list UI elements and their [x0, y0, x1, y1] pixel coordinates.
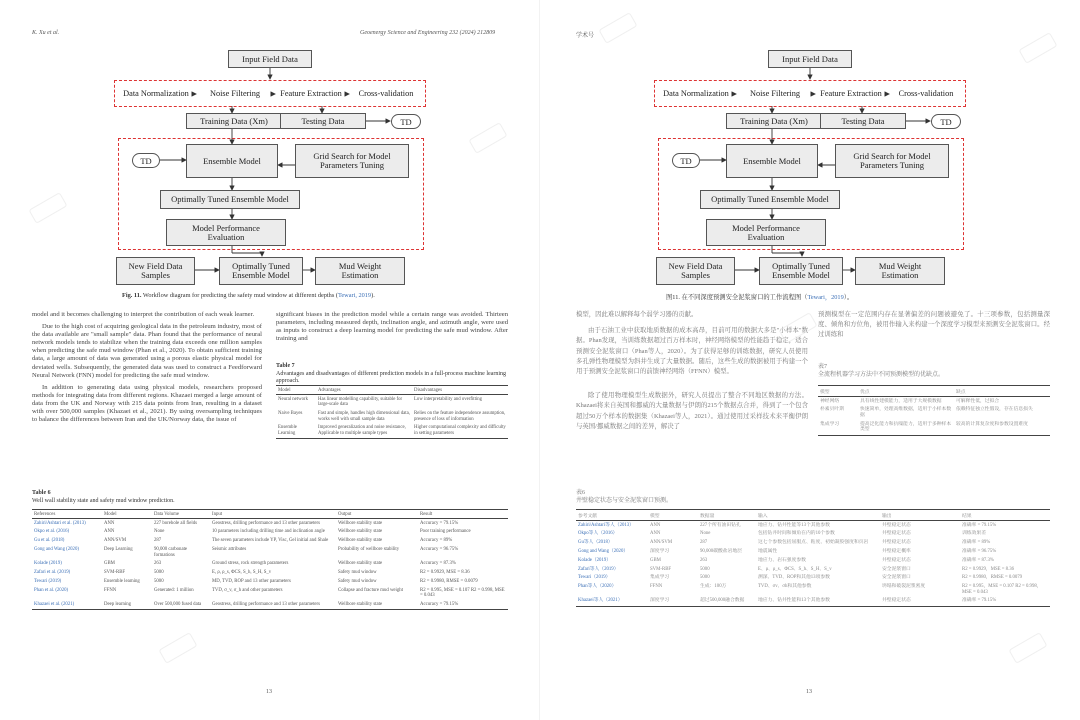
- table-header-row: [818, 386, 1050, 397]
- table7-title: [818, 364, 1050, 379]
- table-cell: 集成学习: [818, 420, 858, 435]
- paragraph-4: 预测模型在一定范围内存在显著偏差的问题被避免了。十三项参数，包括测量深度、倾角和方位角，被用作输入来构建一个深度学习模型来预测安全泥浆窗口。经过训练和: [818, 311, 1050, 339]
- table-header-cell: References: [32, 510, 102, 519]
- figure-caption: [122, 292, 375, 299]
- table-cell: ANN: [650, 522, 661, 528]
- table-cell: 10 parameters including drilling time and inclination angle: [212, 529, 325, 535]
- caption-text: Workflow diagram for predicting the safety mud window at different depths (: [142, 292, 338, 299]
- table-cell: 准确率 = 87.3%: [962, 557, 994, 563]
- table-cell: Probability of wellbore stability: [338, 546, 400, 552]
- table-cell: MD, TVD, ROP and 13 other parameters: [212, 578, 291, 584]
- table-cell: 这七个参数包括屈服点、粘度、初始凝胶强度和页岩: [758, 540, 869, 546]
- table-cell: 井壁稳定状态: [882, 540, 911, 546]
- table-cell: 井壁稳定状态: [880, 597, 960, 606]
- table-row: [576, 582, 1050, 596]
- new-field-samples-box: New Field Data Samples: [656, 257, 735, 285]
- step-noise-filtering: Noise Filtering: [209, 89, 260, 98]
- table6-label: Table 6: [32, 490, 51, 496]
- table-cell: Safety mud window: [338, 570, 377, 576]
- td-node-output: TD: [931, 114, 961, 129]
- paragraph-1: model and it becomes challenging to interpret the contribution of each weak learner.: [32, 311, 255, 318]
- table-header-cell: 模型: [818, 386, 858, 397]
- table-cell: 准确率 = 89%: [962, 540, 991, 546]
- table-cell: 生成：100万: [700, 584, 727, 590]
- table-row: [818, 406, 1050, 420]
- reference-link[interactable]: Phan et al. (2020): [34, 587, 69, 593]
- table-cell: Has linear modelling capability, suitable for large-scale data: [318, 396, 403, 408]
- table-row: [32, 528, 508, 537]
- table-cell: Poor training performance: [420, 529, 471, 535]
- reference-link[interactable]: Kolade（2019）: [578, 557, 612, 563]
- author-header: K. Xu et al.: [32, 30, 60, 36]
- table-header-row: [32, 510, 508, 519]
- table-cell: 快速简单，处理高维数据，适用于小样本数据: [860, 407, 952, 418]
- table-cell: 安全泥浆窗口: [882, 575, 911, 581]
- reference-link[interactable]: Gong and Wang (2020): [34, 546, 79, 552]
- table-cell: Deep learning: [102, 600, 152, 609]
- table-cell: Accuracy = 89%: [420, 538, 453, 544]
- grid-search-box: Grid Search for Model Parameters Tuning: [295, 144, 409, 178]
- step-feature-extraction: Feature Extraction: [820, 89, 882, 98]
- testing-data-box: Testing Data: [820, 113, 906, 129]
- optimally-tuned-model-box: Optimally Tuned Ensemble Model: [160, 190, 300, 209]
- step-cross-validation: Cross-validation: [358, 89, 414, 98]
- table7-caption: 全流程机器学习方法中不同预测模型的优缺点。: [818, 371, 945, 378]
- table-cell: 测深、TVD、ROP和其他13项参数: [758, 575, 830, 581]
- table-cell: 深度学习: [648, 597, 698, 606]
- table-cell: Wellbore stability state: [338, 520, 383, 526]
- chinese-page: [540, 0, 1080, 720]
- testing-data-box: Testing Data: [280, 113, 366, 129]
- page-number: 13: [806, 689, 812, 695]
- table-header-cell: Data Volume: [152, 510, 210, 519]
- table-cell: Improved generalization and noise resistance, Applicable to multiple sample types: [316, 424, 412, 439]
- table-cell: 地应力、钻井性能等13个其他参数: [758, 522, 830, 528]
- caption-end: ）。: [843, 294, 854, 301]
- step-feature-extraction: Feature Extraction: [280, 89, 342, 98]
- table-header-cell: Model: [102, 510, 152, 519]
- performance-evaluation-box: Model Performance Evaluation: [706, 219, 826, 246]
- table-cell: R2 = 0.9929, MSE = 8.36: [420, 570, 470, 576]
- table-cell: FFNN: [104, 587, 117, 593]
- table-row: [576, 574, 1050, 583]
- table-cell: 井壁稳定状态: [882, 522, 911, 528]
- reference-link[interactable]: Kolade (2019): [34, 561, 62, 567]
- table7: [818, 385, 1050, 436]
- performance-evaluation-box: Model Performance Evaluation: [166, 219, 286, 246]
- table-cell: Higher computational complexity and difficulty in setting parameters: [412, 424, 508, 439]
- mud-weight-estimation-box: Mud Weight Estimation: [855, 257, 945, 285]
- table-row: [32, 537, 508, 546]
- table-row: [576, 597, 1050, 606]
- step-data-normalization: Data Normalization: [123, 89, 189, 98]
- table-cell: 训练效果差: [962, 531, 986, 537]
- caption-label: 图11.: [666, 294, 680, 301]
- workflow-diagram: [0, 0, 540, 300]
- table-cell: 集成学习: [650, 575, 670, 581]
- table-row: [32, 545, 508, 559]
- body-column-2: [276, 311, 508, 347]
- table-cell: Fast and simple, handles high dimensional data, works well with small sample data: [318, 410, 410, 422]
- body-column-2: [818, 310, 1050, 345]
- table-cell: GBM: [104, 561, 115, 567]
- table-cell: 287: [700, 540, 708, 546]
- table-cell: ANN/SVM: [650, 540, 673, 546]
- table-cell: Deep Learning: [104, 546, 133, 552]
- table-header-cell: Input: [210, 510, 336, 519]
- journal-header: Geoenergy Science and Engineering 232 (2024) 212809: [360, 30, 496, 36]
- paragraph-2: Due to the high cost of acquiring geological data in the petroleum industry, most of the data available are "small sample" data. Phan found that the performance of neural network models tends to stabilize when the training data exceeds one million samples when predicting the safe mud window (Phan et al., 2020). To obtain sufficient training data, a large amount of data was generated using a porous elastic physical model for deviated wells. Subsequently, the generated data was used to construct a Feedforward Neural Network (FNN) model for predicting the safe mud window.: [32, 323, 262, 379]
- caption-text: 在不同深度预测安全泥浆窗口的工作流程图（: [681, 294, 808, 301]
- caption-label: Fig. 11.: [122, 292, 142, 299]
- table7-title: [276, 363, 508, 386]
- table-cell: Neural network: [278, 396, 308, 402]
- table-cell: Low interpretability and overfitting: [414, 396, 483, 402]
- table-row: [576, 521, 1050, 530]
- table-cell: Wellbore stability state: [336, 600, 418, 609]
- table-cell: Over 500,000 fused data: [152, 600, 210, 609]
- table-row: [818, 397, 1050, 406]
- table-cell: Geostress, drilling performance and 13 other parameters: [210, 600, 336, 609]
- table-row: [276, 424, 508, 439]
- table-cell: Accuracy = 87.3%: [420, 561, 456, 567]
- table-cell: 准确率 = 96.75%: [962, 548, 997, 554]
- table-cell: 深度学习: [650, 548, 670, 554]
- table-cell: 井壁稳定状态: [882, 531, 911, 537]
- table-cell: None: [700, 531, 711, 537]
- paragraph-3: In addition to generating data using physical models, researchers proposed methods for integrating data from different regions. Khazaei merged a large amount of data from the UK and Norway with 215 data points from Iran, resulting in a dataset with over 500,000 samples (Khazaei et al., 2021). By using oversampling techniques to balance the differences between Iran and the UK/Norway data, the issue of: [32, 383, 262, 424]
- table-cell: 提高泛化能力和抗噪能力，适用于多种样本类型: [858, 420, 954, 435]
- table-row: [32, 569, 508, 578]
- table-row: [276, 395, 508, 410]
- table-cell: 依赖特征独立性假设，存在信息损失: [956, 407, 1033, 413]
- table-cell: ANN: [104, 520, 115, 526]
- table-cell: Accuracy = 79.15%: [418, 600, 508, 609]
- watermark-logo: [1008, 632, 1047, 664]
- reference-link[interactable]: Zahiri/Ashtari等人（2013）: [578, 522, 634, 528]
- table-row: [32, 577, 508, 586]
- table-header-row: [576, 510, 1050, 521]
- table-cell: SVM-RBF: [650, 566, 672, 572]
- table-cell: 坍塌和破裂泥浆密度: [882, 584, 926, 590]
- paragraph-1: 模型，因此难以解释每个弱学习器的贡献。: [576, 311, 698, 318]
- table-row: [576, 565, 1050, 574]
- table-header-cell: Result: [418, 510, 508, 519]
- table-header-cell: Disadvantages: [412, 386, 508, 395]
- reference-link[interactable]: Khazaei等人（2021）: [576, 597, 648, 606]
- table-cell: 287: [154, 538, 162, 544]
- table-cell: 地震属性: [758, 548, 778, 554]
- input-field-data-box: Input Field Data: [228, 50, 312, 68]
- td-node-input: TD: [132, 153, 160, 168]
- table-cell: E、ρ、ρ_s、ΦCS、S_h、S_H、S_v: [758, 566, 832, 572]
- table-cell: 227 borehole all fields: [154, 520, 198, 526]
- reference-link[interactable]: Phan等人（2020）: [578, 584, 617, 590]
- table-cell: Safety mud window: [338, 578, 377, 584]
- table-cell: 227个所有油田钻孔: [700, 522, 741, 528]
- watermark-logo: [158, 632, 197, 664]
- table-cell: None: [154, 529, 165, 535]
- table6: [576, 509, 1050, 607]
- table-header-cell: 输入: [756, 510, 880, 521]
- table-header-cell: 模型: [648, 510, 698, 521]
- table-row: [32, 600, 508, 609]
- training-data-box: Training Data (Xm): [186, 113, 282, 129]
- table-cell: 超过500,000融合数据: [698, 597, 756, 606]
- td-node-input: TD: [672, 153, 700, 168]
- table-cell: Wellbore stability state: [338, 538, 383, 544]
- ensemble-model-box: Ensemble Model: [186, 144, 278, 178]
- table6-caption: Well wall stability state and safety mud window prediction.: [32, 497, 175, 504]
- paragraph-2: 由于石油工业中获取地质数据的成本高昂，目前可用的数据大多是"小样本"数据。Phan发现，当训练数据超过百万样本时，神经网络模型的性能趋于稳定，适合预测安全泥浆窗口（Phan等人，2020）。为了获得足够的训练数据，研究人员使用多孔弹性物理模型为斜井生成了大量数据。随后，这些生成的数据被用于构建一个用于预测安全泥浆窗口的前馈神经网络（FFNN）模型。: [576, 327, 808, 376]
- body-column-1: [576, 310, 808, 436]
- table-cell: 263: [154, 561, 162, 567]
- reference-link[interactable]: Zafari et al. (2019): [34, 570, 71, 576]
- table7-label: Table 7: [276, 363, 295, 369]
- table-cell: Geostress, drilling performance and 13 other parameters: [212, 520, 321, 526]
- reference-link[interactable]: Okpo等人（2016）: [578, 531, 618, 537]
- table-cell: 5000: [154, 578, 164, 584]
- table-cell: Accuracy = 79.15%: [420, 520, 459, 526]
- table-cell: 神经网络: [820, 398, 840, 404]
- table-cell: 井壁稳定状态: [882, 557, 911, 563]
- table-cell: 较高的计算复杂度和参数设置难度: [954, 420, 1050, 435]
- table-cell: Accuracy = 96.75%: [420, 546, 459, 552]
- table-cell: 包括钻井时间和倾角在内的10个参数: [758, 531, 835, 537]
- tuned-model-final-box: Optimally Tuned Ensemble Model: [219, 257, 303, 285]
- table-cell: R2 = 0.995, MSE = 0.107 R2 = 0.998, MSE = 0.043: [420, 587, 505, 599]
- table-cell: ANN: [104, 529, 115, 535]
- table6: [32, 509, 508, 610]
- reference-link[interactable]: Tewari（2019）: [578, 575, 611, 581]
- mud-weight-estimation-box: Mud Weight Estimation: [315, 257, 405, 285]
- table-cell: TVD, σ_v, σ_h and other parameters: [212, 587, 283, 593]
- table-cell: TVD、σv、σh和其他参数: [758, 584, 812, 590]
- training-data-box: Training Data (Xm): [726, 113, 822, 129]
- table-cell: 安全泥浆窗口: [882, 566, 911, 572]
- table-row: [818, 420, 1050, 435]
- reference-link[interactable]: Gong and Wang（2020）: [578, 548, 629, 554]
- table-cell: Ensemble learning: [104, 578, 140, 584]
- table-header-row: [276, 386, 508, 395]
- optimally-tuned-model-box: Optimally Tuned Ensemble Model: [700, 190, 840, 209]
- table-header-cell: 优点: [858, 386, 954, 397]
- page-number: 13: [266, 689, 272, 695]
- table-cell: 朴素贝叶斯: [820, 407, 844, 413]
- paragraph-4: significant biases in the prediction model while a certain range was avoided. Thirteen parameters, including measured depth, inclination angle, and azimuth angle, were used as inputs to construct a deep learning model for predicting the safe mud window. After training and: [276, 311, 508, 343]
- table6-label: 表6: [576, 490, 586, 496]
- reference-link[interactable]: Khazaei et al. (2021): [32, 600, 102, 609]
- table-cell: Wellbore stability state: [338, 561, 383, 567]
- reference-link[interactable]: Zahiri/Ashtari et al. (2013): [34, 520, 86, 526]
- new-field-samples-box: New Field Data Samples: [116, 257, 195, 285]
- workflow-diagram-translated: [540, 0, 1080, 300]
- table-cell: R2 = 0.9980，RMSE = 0.0079: [962, 575, 1023, 581]
- paragraph-3: 除了使用物理模型生成数据外，研究人员提出了整合不同地区数据的方法。Khazaei将来自英国和挪威的大量数据与伊朗的215个数据点合并，得到了一个包含超过50万个样本的数据集（Khazaei等人，2021）。通过使用过采样技术来平衡伊朗与英国/挪威数据之间的差异，解决了: [576, 392, 808, 430]
- table-header-cell: 缺点: [954, 386, 1050, 397]
- table-row: [32, 519, 508, 528]
- table-cell: Wellbore stability state: [338, 529, 383, 535]
- table-cell: 5000: [154, 570, 164, 576]
- caption-reference[interactable]: Tewari，2019: [807, 294, 844, 301]
- table-cell: 具有线性建模能力，适用于大规模数据: [860, 398, 942, 404]
- table-cell: 5000: [700, 575, 710, 581]
- step-data-normalization: Data Normalization: [663, 89, 729, 98]
- reference-link[interactable]: Gu等人（2018）: [578, 540, 613, 546]
- table-cell: FFNN: [650, 584, 663, 590]
- table-cell: GBM: [650, 557, 661, 563]
- table-header-cell: 输出: [880, 510, 960, 521]
- table-cell: 准确率 = 79.15%: [960, 597, 1050, 606]
- table-cell: 90,000 carbonate formations: [154, 546, 188, 558]
- td-node-output: TD: [391, 114, 421, 129]
- table-cell: Generated: 1 million: [154, 587, 194, 593]
- table-cell: 井壁稳定概率: [882, 548, 911, 554]
- reference-link[interactable]: Okpo et al. (2016): [34, 529, 70, 535]
- table-header-cell: Advantages: [316, 386, 412, 395]
- table-header-cell: Model: [276, 386, 316, 395]
- table6-caption: 井壁稳定状态与安全泥浆窗口预测。: [576, 497, 673, 504]
- table-cell: 263: [700, 557, 708, 563]
- input-field-data-box: Input Field Data: [768, 50, 852, 68]
- table-row: [32, 560, 508, 569]
- table-cell: 地应力、钻井性能和13个其他参数: [756, 597, 880, 606]
- caption-reference[interactable]: Tewari, 2019: [337, 292, 372, 299]
- table7-label: 表7: [818, 364, 828, 370]
- table-header-cell: 数据量: [698, 510, 756, 521]
- table-row: [576, 556, 1050, 565]
- table-cell: Ensemble Learning: [276, 424, 316, 439]
- table-row: [576, 539, 1050, 548]
- table-row: [576, 530, 1050, 539]
- table7-caption: Advantages and disadvantages of different prediction models in a full-process machine learning approach.: [276, 370, 506, 384]
- caption-end: ).: [371, 292, 375, 299]
- table-header-cell: 结果: [960, 510, 1050, 521]
- table-cell: ANN/SVM: [104, 538, 127, 544]
- table-row: [32, 586, 508, 600]
- table-row: [576, 547, 1050, 556]
- step-noise-filtering: Noise Filtering: [749, 89, 800, 98]
- table-cell: 准确率 = 79.15%: [962, 522, 997, 528]
- grid-search-box: Grid Search for Model Parameters Tuning: [835, 144, 949, 178]
- table-cell: ANN: [650, 531, 661, 537]
- table-cell: The seven parameters include YP, Visc, Gel initial and Shale: [212, 538, 329, 544]
- figure-caption: [666, 292, 853, 301]
- table-cell: Collapse and fracture mud weight: [338, 587, 404, 593]
- table-cell: Ground stress, rock strength parameters: [212, 561, 289, 567]
- table-row: [276, 409, 508, 423]
- tuned-model-final-box: Optimally Tuned Ensemble Model: [759, 257, 843, 285]
- table-cell: E, ρ, ρ_s, ΦCS, S_h, S_H, S_v: [212, 570, 272, 576]
- table-header-cell: Output: [336, 510, 418, 519]
- table-cell: R2 = 0.995，MSE = 0.107 R2 = 0.998，MSE = 0.043: [962, 584, 1042, 595]
- table-cell: Relies on the feature independence assumption, presence of loss of information: [414, 410, 506, 422]
- reference-link[interactable]: Gu et al. (2018): [34, 538, 65, 544]
- table7: [276, 385, 508, 439]
- table-cell: Naive Bayes: [278, 410, 303, 416]
- ensemble-model-box: Ensemble Model: [726, 144, 818, 178]
- table6-title: [576, 490, 1050, 505]
- table-cell: 90,000碳酸盐岩地层: [700, 548, 742, 554]
- table-cell: 地应力、岩石强度参数: [758, 557, 806, 563]
- table-cell: Seismic attributes: [212, 546, 247, 552]
- table-cell: SVM-RBF: [104, 570, 126, 576]
- chinese-header: 学术号: [576, 33, 595, 39]
- table-header-cell: 参考文献: [576, 510, 648, 521]
- step-cross-validation: Cross-validation: [898, 89, 954, 98]
- table6-title: [32, 490, 508, 505]
- table-cell: R2 = 0.9929，MSE = 8.36: [962, 566, 1015, 572]
- table-cell: R2 = 0.9980, RMSE = 0.0079: [420, 578, 478, 584]
- reference-link[interactable]: Zafari等人（2019）: [578, 566, 619, 572]
- table-cell: 可解释性低，过拟合: [956, 398, 1000, 404]
- table-cell: 5000: [700, 566, 710, 572]
- body-column-1: [32, 311, 262, 428]
- reference-link[interactable]: Tewari (2019): [34, 578, 62, 584]
